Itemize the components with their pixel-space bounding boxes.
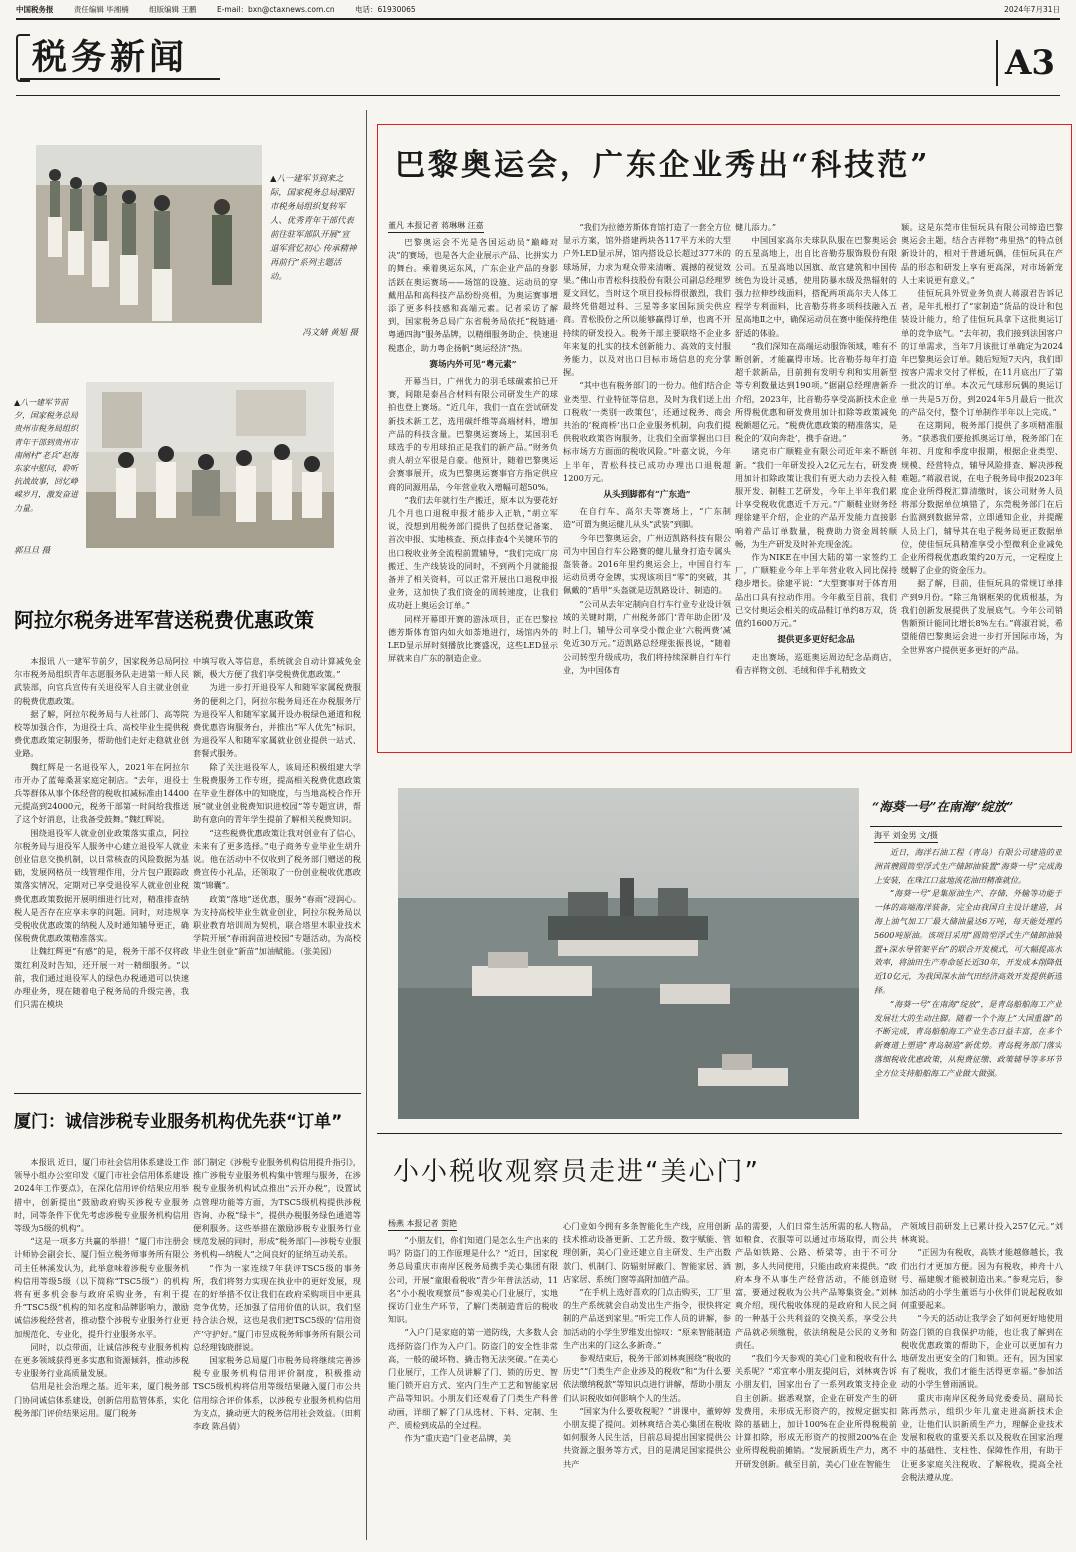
photo1-caption: ▲八一建军节到来之际，国家税务总局溧阳市税务局组织复转军人、优秀青年干部代表前往驻军部队开展“宣退军营忆初心 传承精神再前行”系列主题活动。 — [270, 173, 357, 281]
small-tax-col-3 — [735, 1220, 897, 1540]
lead-p19: 据了解，目前，佳恒玩具的常规订单排产到9月份。“除三角钢框架的优质根基，为我们创新发展提供了发展底气。今年公司销售额预计能同比增长8%左右。”蒋淑君说，希望能借巴黎奥运会进一步打开国际市场，为全世界客户提供更多更好的产品。 — [901, 578, 1063, 655]
small-tax-col-1 — [388, 1234, 558, 1540]
lead-p1: 巴黎奥运会不光是各国运动员“巅峰对决”的赛场，也是各大企业展示产品、比拼实力的舞台。乘着奥运东风，广东企业产品的身影活跃在奥运赛场——场馆的设施、运动员的穿戴用品和高科技产品纷纷亮相，为奥运赛事增添了更多科技感和高端元素。记者采访了解到，国家税务总局广东省税务局依托“税链通·粤通四海”服务品牌，以精细服务助企、快速退税惠企，助力粤企扬帆“奥运经济”热。 — [388, 237, 558, 353]
small-tax-p6: 参观结束后，税务干部刘林爽围绕“税收的历史”“门类生产企业涉及的税收”和“为什么要依法缴纳税款”等知识点进行讲解，帮助小朋友们认识税收如何影响个人的生活。 — [563, 1353, 731, 1403]
lead-p18: 在这期间，税务部门提供了多项精准服务。“获悉我们要抢抓奥运订单，税务部门在年初、月度和季度申报期，根据企业类型、规模、经营特点，辅导风险排查、解决涉税难题。”蒋淑君说，在电子税务局申报2023年度企业所得税汇算清缴时，该公司财务人员将部分数据单位填错了，东莞税务部门在后台监测到数据异常，立即通知企业，并提醒人员上门，辅导其在电子税务局更正数据单位，使佳恒玩具精准享受小型微利企业减免企业所得税优惠政策约20万元，一定程度上缓解了企业的资金压力。 — [901, 420, 1063, 576]
layout-label: 组版编辑 — [149, 5, 180, 14]
left-divider — [14, 1093, 361, 1094]
small-tax-p12: “今天的活动让我学会了如何更好地使用防盗门锁的自我保护功能，也让我了解到在税收优惠政策的帮助下，企业可以更加有力地研发出更安全的门和锁。还有，因为国家有了税收，我们才能生活得更幸福。”参加活动的小学生曾雨涵说。 — [901, 1313, 1063, 1390]
xiamen-p2: “这是一项多方共赢的举措！”厦门市注册会计师协会副会长、厦门恒立税务师事务所有限公司主任林溪发认为，此举意味着涉税专业服务机构信用等级5级（以下简称“TSC5级”）的机构将有更多机会参与政府采购业务，有利于提升“TSC5级”机构的知名度和品牌影响力，激励诚信涉税经营者，推动整个涉税专业服务行业更加规范化、专业化，提升行业服务水平。 — [14, 1236, 189, 1339]
alaer-p9: “这些税费优惠政策让我对创业有了信心，未来有了更多选择。”电子商务专业毕业生胡升说。他在活动中不仅收到了税务部门赠送的税费宣传小礼品，还领取了一份创业税收优惠政策“锦囊”。 — [193, 827, 361, 891]
page-number: A3 — [996, 40, 1062, 86]
small-tax-p1: “小朋友们，你们知道门是怎么生产出来的吗？防盗门的工作原理是什么？”近日，国家税务总局重庆市南岸区税务局携手美心集团有限公司，开展“童眼看税收”青少年普法活动，11名“小小税收观察员”参观美心门业展厅，实地探访门业生产环节，了解门类制造背后的税收知识。 — [388, 1235, 558, 1325]
haiyi-p3: “海葵一号”在南海“绽放”，是青岛船舶海工产业发展壮大的生动注脚。随着一个个海上“大国重器”的不断完成，青岛船舶海工产业生态日益丰富，在多个新赛道上塑造“青岛制造”新优势。青岛税务部门落实落细税收优惠政策，从税费征缴、政策辅导等多环节全方位支持船舶海工产业做大做强。 — [874, 999, 1062, 1078]
military-march-photo — [36, 145, 262, 323]
small-tax-p7: “国家为什么要收税呢？”讲课中，董婷婷小朋友提了提问。刘林爽结合美心集团在税收如何服务人民生活，目前总局提出国家提供公共资源之服务等方式，目的是满足国家提供公共产 — [563, 1405, 731, 1469]
small-tax-p5: “在手机上选好喜欢的门点击购买，工厂里的生产系统就会自动发出生产指令，很快将定制的产品送到家里。”听完工作人员的讲解，参加活动的小学生罗维发出惊叹：“原来智能制造生产出来的门这么多新奇。” — [563, 1287, 731, 1350]
small-tax-col-2 — [563, 1220, 731, 1540]
lead-byline-text: 董凡 本报记者 蒋琳琳 汪嘉 — [388, 220, 484, 233]
xiamen-col-2 — [193, 1156, 361, 1540]
small-tax-byline-text: 杨燕 本报记者 贺艳 — [388, 1218, 457, 1231]
marching-scene-image — [36, 145, 262, 323]
small-tax-p3: 作为“重庆造”门业老品牌，美 — [404, 1433, 512, 1444]
layout-name: 王鹏 — [181, 5, 197, 14]
small-tax-p10: 产领域目前研发上已累计投入257亿元。”刘林爽说。 — [901, 1221, 1063, 1245]
editor-label: 责任编辑 — [73, 5, 104, 14]
alaer-p5: 让魏红辉更“有感”的是，税务干部不仅将政策红利及时告知，还开展一对一精细服务。“以前，我们通过退役军人的绿色办税通道可以快速办理业务，现在随着电子税务局的升级完善，我们只需在模块 — [14, 946, 189, 1010]
section-title-text: 税务新闻 — [32, 37, 189, 78]
header-bar — [16, 4, 1060, 16]
alaer-col-2 — [193, 655, 361, 1085]
veteran-room-image — [86, 382, 334, 548]
lead-p10: 健儿添力。” — [735, 222, 777, 232]
alaer-p10: 政策“落地”送优惠，服务“春雨”浸润心。为支持高校毕业生就业创业，阿拉尔税务局以职业教育培训周为契机，联合塔里木职业技术学院开展“春雨润苗进校园”专题活动，为高校毕业生创业“新苗”加油赋能。（张美园） — [193, 893, 361, 957]
small-tax-p8: 品的需要，人们日常生活所需的私人物品，如粮食、衣服等可以通过市场取得，而公共产品如铁路、公路、桥梁等，由于不可分割，多人共同使用，只能由政府来提供。“政府本身不从事生产经营活动，不能创造财富，要通过税收为公共产品筹集资金。”刘林爽介绍，现代税收体现的是政府和人民之间的一种基于公共利益的交换关系，享受公共产品就必须缴税，依法纳税是公民的义务和责任。 — [735, 1221, 897, 1350]
xiamen-col-1 — [14, 1156, 189, 1540]
lead-p6: “其中也有税务部门的一份力。他们结合企业类型、行业特征等信息，及时为我们送上出口税收‘一类别一政策包’，还通过税务、商会共治的‘税商桥’出口企业服务机制，向我们提供税收政策咨询服务，让我们全面掌握出口目标市场方方面面的税收风险。”叶嘉文说，今年上半年，青松科技已成功办理出口退税超1200万元。 — [563, 380, 731, 483]
alaer-p7: 为进一步打开退役军人和随军家属税费服务的便利之门，阿拉尔税务局还在办税服务厅为退役军人和随军家属开设办税绿色通道和税费优惠咨询服务台，并推出“军人优先”标识，为退役军人和随军家属就业创业提供一站式、套餐式服务。 — [193, 682, 361, 759]
small-tax-col-4 — [901, 1220, 1063, 1540]
lead-p4: 同样开幕即开赛的游泳项目，正在巴黎拉德芳斯体育馆内如火如荼地进行，场馆内外的LED显示屏时刻播放比赛盛况，这些LED显示屏就来自广东的制造企业。 — [388, 613, 558, 664]
lead-headline: 巴黎奥运会，广东企业秀出“科技范” — [395, 148, 931, 183]
lead-subhead-2: 从头到脚都有“广东造” — [603, 490, 691, 501]
lead-p7: 在自行车、高尔夫等赛场上，“广东制造”可谓为奥运健儿从头“武装”到脚。 — [563, 506, 731, 530]
haiyi-p1: 近日，海洋石油工程（青岛）有限公司建造的亚洲首艘圆筒型浮式生产储卸油装置“海葵一号”完成海上安装，在珠江口盆地流花油田精准就位。 — [874, 848, 1062, 885]
xiamen-headline: 厦门：诚信涉税专业服务机构优先获“订单” — [14, 1112, 343, 1132]
haiyi-byline-text: 海平 刘金男 文/摄 — [874, 830, 938, 843]
alaer-p1: 本报讯 八一建军节前夕，国家税务总局阿拉尔市税务局组织青年志愿服务队走进第一师人民武装部，向官兵宣传有关退役军人自主就业创业的税费优惠政策。 — [14, 656, 189, 706]
paper-name: 中国税务报 — [16, 5, 54, 14]
lead-col-2 — [563, 221, 731, 744]
lead-p14: 作为NIKE在中国大陆的第一家签约工厂，广顺鞋业今年上半年营业收入同比保持稳步增长。徐建平说：“大型赛事对于体育用品出口具有拉动作用。今年截至目前，我们已交付奥运会相关的成品鞋订单约8万双，货值约1600万元。” — [735, 552, 897, 629]
lead-p5: “我们为拉德芳斯体育馆打造了一套全方位显示方案，馆外搭建两块各117平方米的大型户外LED显示屏，馆内搭设总长超过377米的球场屏，力求为观众带来清晰、震撼的视觉效果。”佛山市青松科技股份有限公司副总经理罗夏文回忆，当时这个项目投标得很激烈，我们最终凭借超过科、三星等多家国际顶尖供应商。青松股份之所以能够赢得订单，也离不开持续的研发投入。税务干部主要联络不企业多年来复的扎实的技术创新能力、高效的支付服务能力，以及对出口目标市场信息的充分掌握。 — [563, 222, 731, 378]
lead-p15: 走出赛场，巡逛奥运周边纪念品商店，看吉祥物文创、毛绒和伴手礼精致文 — [735, 651, 897, 675]
haiyi-platform-photo — [398, 788, 859, 1119]
xiamen-p4: 信用是社会治理之基。近年来，厦门税务部门协同诚信体系建设，创新信用监管体系，实化税务部门评价结果运用。厦门税务 — [14, 1381, 189, 1418]
lead-col-3 — [735, 221, 897, 744]
editor-name: 毕湘楠 — [106, 5, 129, 14]
small-tax-p13: 重庆市南岸区税务局党委委员、副局长陈再然示，组织少年儿童走进高新技术企业，让他们认识新质生产力，理解企业技术发展和税收的重要关系以及税收在国家治理中的基础性、支柱性、保障性作用，有助于让更多家庭关注税收、了解税收，提高全社会税法遵从度。 — [901, 1392, 1063, 1482]
small-tax-p11: “正因为有税收，高铁才能越修越长，我们出行才更加方便。因为有税收，神舟十八号、福建舰才能被制造出来。”参观完后，参加活动的小学生董语与小伙伴们说起税收如何重要起来。 — [901, 1247, 1063, 1311]
haiyi-byline — [874, 830, 1062, 843]
small-tax-p4: 心门业如今拥有多条智能化生产线，应用创新技术推动设备更新、工艺升级、数字赋能、管理创新，美心门业还建立自主研发、生产出数款门、机制门、防辐射屏蔽门、智能家居、酒店家居、系统门窗等高附加值产品。 — [563, 1221, 731, 1284]
alaer-headline: 阿拉尔税务进军营送税费优惠政策 — [14, 608, 314, 632]
lead-p9: “公司从去年定制向自行车行业专业设计领域的关键时期，广州税务部门‘青年助企团’及时上门，辅导公司享受小微企业‘六税两费’减免近30万元。”迈凯路总经理张振畏说，“随着公司转型升级成功，我们将持续深耕自行车行业，为中国体育 — [563, 598, 731, 675]
haiyi-rule — [870, 826, 1062, 827]
lead-subhead-3: 提供更多更好纪念品 — [777, 635, 855, 646]
haiyi-body — [874, 846, 1062, 1114]
xiamen-p7: 国家税务总局厦门市税务局将继续完善涉税专业服务机构信用评价制度，积极推动TSC5级机构将信用等级结果融入厦门市公共信用综合评价体系，以涉税专业服务机构信用为支点，撬动更大的税务信用社会效益。（田莉 李政 陈昌倩） — [193, 1355, 361, 1432]
haiyi-p2: “海葵一号”是集原油生产、存储、外输等功能于一体的高端海洋装备，完全由我国自主设计建造，具海上油气加工厂最大储油量达6万吨，每天能处理约5600吨原油。该项目采用“圆筒型浮式生产储卸油装置+深水导管架平台”的联合开发模式，可大幅提高水效率，将油田生产寿命延长近30年，开发成本削降低近10亿元，为我国深水油气田经济高效开发提供新选择。 — [874, 889, 1062, 995]
lead-col-4 — [901, 221, 1063, 744]
small-tax-byline — [388, 1218, 560, 1231]
lead-p17: 佳恒玩具外贸业务负责人蒋淑君告诉记者，是年扎根打了“家制造”货品的设计和包装设计能力，给了佳恒玩具拿下这批奥运订单的竞争底气。“去年初，我们接到法国客户的订单需求，当年7月该批订单确定为2024年巴黎奥运会订单。随后短短7天内，我们即按客户需求交付了样板，在11月底出厂了第一批次的订单。本次元气球形玩偶的奥运订单一共是5万份，到2024年5月最后一批次的产品交付，整个订单制作半年以上完成。” — [901, 288, 1063, 417]
phone: 电话：61930065 — [354, 5, 416, 14]
xiamen-p3: 同时，以点带面，让诚信涉税专业服务机构在更多领域获得更多实惠和资源倾斜，推动涉税专业服务行业高质量发展。 — [14, 1341, 189, 1379]
photo2-caption: ▲八一建军节前夕，国家税务总局贵州市税务局组织青年干部到贵州市南闸村“老兵”赵海东家中慰问，聆听抗战故事，回忆峥嵘岁月，激发奋进力量。 — [14, 398, 79, 513]
alaer-p6: 中填写收入等信息，系统就会自动计算减免金额，极大方便了我们享受税费优惠政策。” — [193, 656, 361, 680]
offshore-platform-image — [398, 788, 859, 1119]
header-rule — [16, 18, 1060, 20]
lead-p13: 诸克市广顺鞋业有限公司近年来不断创新。“我们一年研发投入2亿元左右，研发费用加计扣除政策让我们有更大动力去投入鞋服开发、制鞋工艺研发，今年上半年我们累计享受税收优惠近千万元。”广顺鞋业财务经理徐建平介绍，企业的产品开发能力直接影响着产品订单数量，税费助力资金周转顺畅，为生产研发及时补充现金流。 — [735, 446, 897, 549]
lead-p16: 颖。这是东莞市佳恒玩具有限公司缔造巴黎奥运会主题，结合吉祥物“弗里热”的特点创新设计的，相对于普通玩偶，佳恒玩具在产品的形态和研发上享有更高深，对市场新宠人士来说更有意义。” — [901, 222, 1063, 285]
small-tax-p9: “我们今天参观的美心门业和税收有什么关系呢？”邓宜率小朋友提问后，刘林爽告诉小朋友们，国家出台了一系列政策支持企业自主创新。据悉观察，企业在研发产生的研发费用，未形成无形资产的，按规定据实扣除的基础上，加计100%在企业所得税税前计算扣除，形成无形资产的按照200%在企业所得税税前摊销。“发展新质生产力，离不开研发创新。截至目前，美心门业在智能生 — [735, 1353, 897, 1469]
lead-p11: 中国国家高尔夫球队队服在巴黎奥运会的五星高地上，出自比音勒芬服饰股份有限公司。五星高地以国旗、故宫建筑和中国传统色为设计灵感，使用防暴水级及热辐射的强力拉伸纱线面料，搭配两项高尔夫人体工程学专利面料，比音勒芬将多项科技融入五星高地Ⅱ之中，确保运动员在赛中能保持绝佳舒适的体验。 — [735, 235, 897, 338]
lead-byline — [388, 220, 560, 233]
lead-p8: 今年巴黎奥运会，广州迈凯路科技有限公司为中国自行车公路赛的健儿量身打造专属头盔装备。2016年里约奥运会上，中国自行车运动员勇夺金牌，实现该项目“零”的突破，其佩戴的“盾甲”头盔就是迈凯路设计、制造的。 — [563, 532, 731, 596]
email: E-mail：bxn@ctaxnews.com.cn — [216, 5, 335, 14]
issue-date: 2024年7月31日 — [1004, 5, 1060, 14]
small-tax-p2: “入户门是家庭的第一道防线，大多数人会选择防盗门作为入户门。防盗门的安全性非常高，一般的破坏物、撬击物无法突破。”在美心门业展厅，工作人员讲解了门、锁的历史、智能门锁开启方式、室内门生产工艺和智能家居产品等知识。小朋友们还观看了门类生产科普动画，详细了解了门从选材、下料、定制、生产、质检到成品的全过程。 — [388, 1327, 558, 1430]
xiamen-p6: “作为一家连续7年获评TSC5级的事务所，我们将努力实现在执业中的更好发展，现在的好举措不仅让我们在政府采购项目中更具竞争优势，还加强了信用价值的认识，我们坚持合法合规，这也是我们把TSC5级的‘信用资产’守护好。”厦门市昱成税务师事务所有限公司总经理钱晓群说。 — [193, 1262, 361, 1352]
xiamen-p5: 部门制定《涉税专业服务机构信用提升指引》，推广涉税专业服务机构集中管理与服务，在涉税专业服务机构试点推出“云开办税”，设置试点管理功能等方面，为TSC5级机构提供涉税咨询、办税“绿卡”，提供办税服务绿色通道等便利服务。这些举措在激励涉税专业服务行业规范发展的同时，形成“税务部门—涉税专业服务机构—纳税人”之间良好的征纳互动关系。 — [193, 1157, 361, 1260]
alaer-p4: 围绕退役军人就业创业政策落实重点，阿拉尔税务局与退役军人服务中心建立退役军人就业创业信息交换机制，以日常核查的风险数据为基础，发展网格员一线管理作用，分片包户跟踪政策落实情况，定期对已享受退役军人就业创业税费优惠政策数据开展明细进行比对，精准排查纳税人是否存在应享未享的问题。同时，对违规享受税收优惠政策的纳税人及时通知辅导更正，确保税费优惠政策精准落实。 — [14, 827, 189, 944]
photo2-credit: 郭旦旦 摄 — [14, 545, 51, 555]
masthead-rule — [16, 95, 1060, 96]
right-divider — [377, 1133, 1062, 1134]
xiamen-p1: 本报讯 近日，厦门市社会信用体系建设工作领导小组办公室印发《厦门市社会信用体系建设2024年工作要点》，在深化信用评价结果应用举措中，创新提出“鼓励政府购买涉税专业服务时，同等条件下优先考虑涉税专业服务机构信用等级为5级的机构”。 — [14, 1157, 189, 1234]
lead-subhead-1: 赛场内外可见“粤元素” — [429, 359, 517, 370]
lead-p12: “我们深知在高端运动服饰领域，唯有不断创新，才能赢得市场。比音勒芬每年打造超千款新品，目前拥有发明专利和实用新型等专利数量达到190项。”据副总经理唐新乔介绍，2023年，比音勒芬享受高新技术企业所得税优惠和研发费用加计扣除等政策减免税额超亿元。“税费优惠政策的精准落实，是税企的‘双向奔赴’，携手奋进。” — [735, 340, 897, 444]
haiyi-headline: “海葵一号”在南海“绽放” — [872, 799, 1014, 814]
veteran-visit-photo — [86, 382, 334, 548]
alaer-col-1 — [14, 655, 189, 1085]
column-divider — [366, 110, 367, 1540]
lead-p3: “我们去年就行生产搬迁，原本以为要花好几个月也口退税申报才能步入正轨，”胡立军说，没想到用税务部门提供了包括登记备案、首次申报、实地核查、预点排查4个关键环节的出口税收业务全流程前置辅导，“我们完成厂房搬迁、生产线装设的同时，不到两个月就能报备并了相关资料，可以正常开展出口退税申报业务，这加快了我们资金的周转速度，让我们成功赶上奥运会订单。” — [388, 494, 558, 611]
small-tax-headline: 小小税收观察员走进“美心门” — [393, 1157, 760, 1187]
lead-col-1 — [388, 236, 558, 744]
alaer-p2: 据了解，阿拉尔税务局与人社部门、高等院校等加强合作，为退役士兵、高校毕业生提供税费优惠政策定制服务，帮助他们走好走稳就业创业路。 — [14, 708, 189, 759]
alaer-p8: 除了关注退役军人，该局还积极组建大学生税费服务工作专班，提高相关税费优惠政策在毕业生群体中的知晓度，与当地高校合作开展“就业创业税费知识进校园”等专题宣讲，帮助有意向的青年学生提前了解相关税费知识。 — [193, 761, 361, 825]
section-title — [16, 26, 226, 86]
lead-p2: 开幕当日，广州优力的羽毛球碳素拍已开赛，间隙是泰昌合材料有限公司研发生产的球拍也登上赛场。“近几年，我们一直在尝试研发新技术新工艺，选用碳纤维等高端材料，增加产品的科技含量。巴黎奥运赛场上，某国羽毛球选手的专用球拍正是我们的新产品。”财务负责人胡立军很是自豪。他预计，随着巴黎奥运会赛事展开，成为巴黎奥运赛事官方指定供应商的同源用品，今年营业收入增幅可超50%。 — [388, 376, 558, 492]
photo1-credit: 冯文婧 黄旭 摄 — [302, 327, 358, 337]
alaer-p3: 魏红辉是一名退役军人，2021年在阿拉尔市开办了蓝莓桑葚家庭定制店。“去年，退役士兵等群体从事个体经营的税收扣减标准由14400元提高到24000元，税务干部第一时间给我推送了这个好消息，让我备受鼓舞。”魏红辉说。 — [14, 761, 189, 825]
